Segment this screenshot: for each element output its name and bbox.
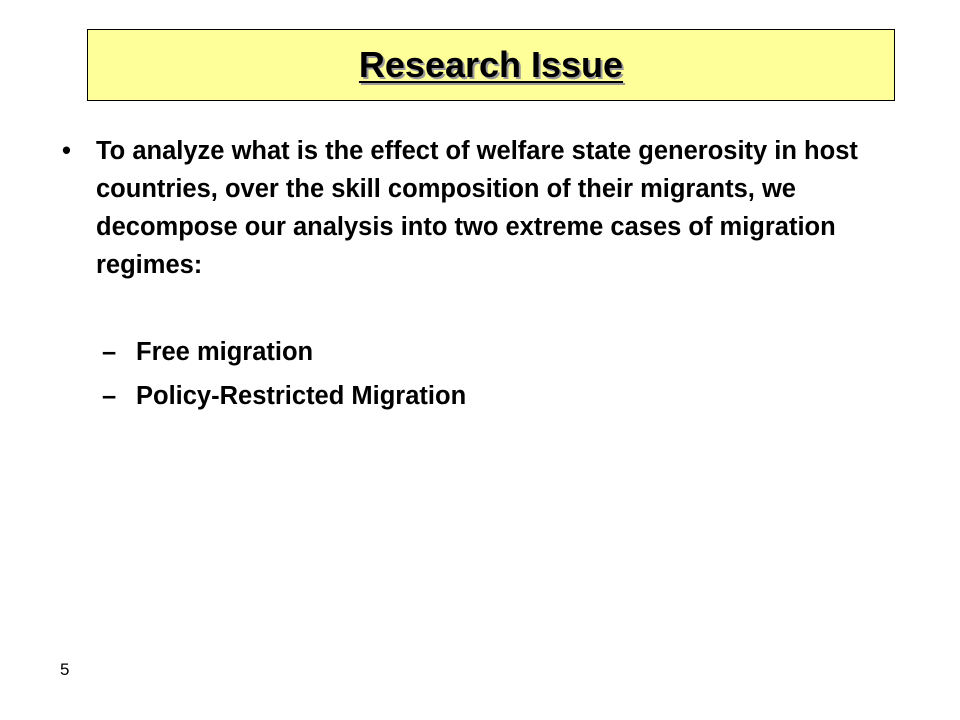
sub-item-free-migration bbox=[102, 333, 802, 371]
sub-item-marker: – bbox=[102, 382, 117, 410]
title-box bbox=[87, 29, 895, 101]
main-bullet bbox=[62, 132, 862, 284]
slide-title: Research Issue bbox=[358, 44, 624, 85]
sub-item-policy-restricted-migration bbox=[102, 377, 802, 415]
page-number: 5 bbox=[60, 660, 70, 679]
bullet-text: To analyze what is the effect of welfare state generosity in host countries, over the skill composition of their migrants, we decompose our analysis into two extreme cases of migration regimes: bbox=[96, 137, 858, 279]
bullet-marker: • bbox=[62, 137, 71, 165]
sub-item-text: Policy-Restricted Migration bbox=[136, 382, 467, 410]
sub-item-marker: – bbox=[102, 338, 117, 366]
sub-item-text: Free migration bbox=[136, 338, 314, 366]
